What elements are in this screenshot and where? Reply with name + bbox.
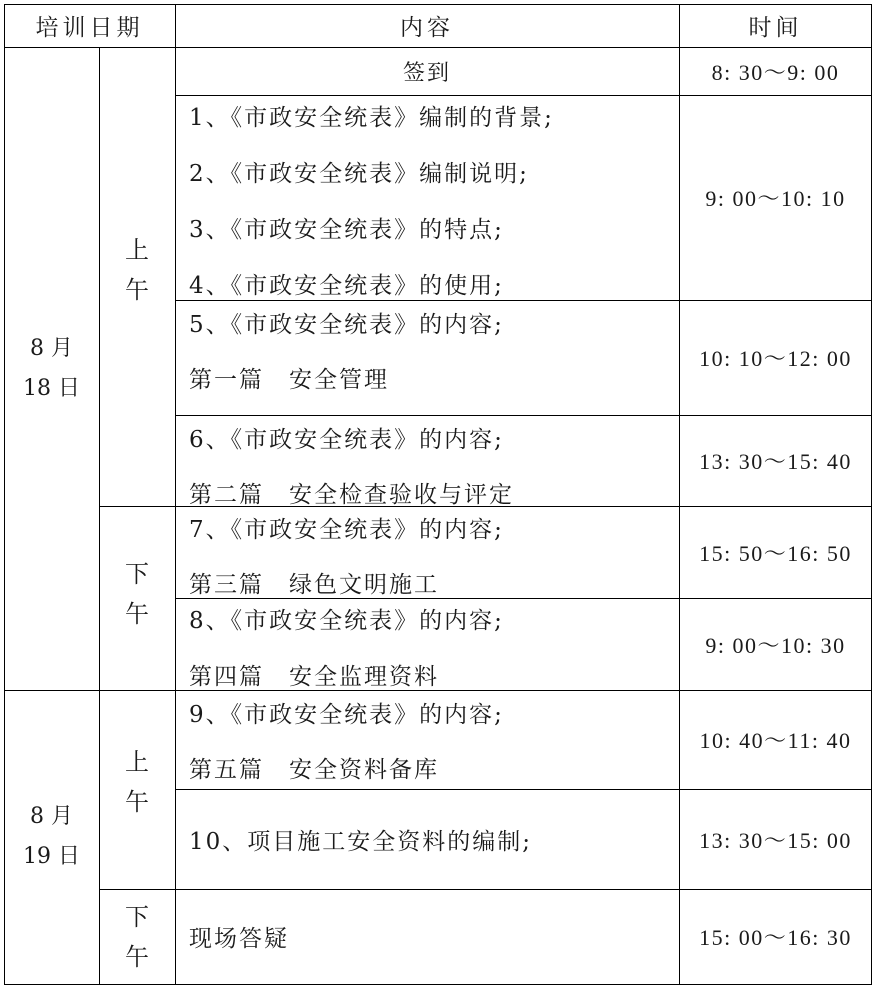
- period-label: 上: [125, 236, 149, 264]
- session-text: 8、《市政安全统表》的内容;: [189, 608, 504, 634]
- session-item-7: [175, 506, 679, 598]
- session-time: [679, 506, 872, 598]
- session-time: [679, 95, 872, 300]
- session-text: 2、《市政安全统表》编制说明;: [189, 161, 529, 187]
- session-text: 第五篇 安全资料备库: [189, 757, 439, 783]
- session-text: 6、《市政安全统表》的内容;: [189, 427, 504, 453]
- time-value: 9: 00～10: 30: [705, 632, 846, 658]
- header-time: [679, 4, 872, 47]
- session-qa: [175, 889, 679, 984]
- session-text: 第四篇 安全监理资料: [189, 664, 439, 690]
- session-text: 现场答疑: [189, 926, 289, 952]
- header-content: [175, 4, 679, 47]
- time-value: 10: 10～12: 00: [699, 346, 852, 371]
- time-value: 15: 00～16: 30: [699, 925, 852, 950]
- date-cell-aug-19: [4, 690, 99, 984]
- period-label: 午: [125, 276, 149, 304]
- session-text: 第二篇 安全检查验收与评定: [189, 482, 514, 508]
- session-sign-in: [175, 47, 679, 95]
- period-label: 午: [125, 942, 149, 971]
- session-text: 1、《市政安全统表》编制的背景;: [189, 105, 554, 131]
- period-label: 下: [125, 902, 149, 931]
- session-time: [679, 789, 872, 889]
- session-time: [679, 889, 872, 984]
- session-text: 7、《市政安全统表》的内容;: [189, 517, 504, 543]
- session-text: 3、《市政安全统表》的特点;: [189, 217, 504, 243]
- time-value: 8: 30～9: 00: [711, 59, 840, 85]
- period-label: 午: [125, 600, 149, 628]
- time-value: 9: 00～10: 10: [705, 186, 846, 211]
- session-text: 5、《市政安全统表》的内容;: [189, 312, 504, 338]
- session-items-1-4: [175, 95, 679, 300]
- header-time-label: 时间: [748, 15, 803, 41]
- session-text: 第三篇 绿色文明施工: [189, 572, 439, 598]
- time-value: 13: 30～15: 40: [699, 449, 852, 474]
- session-time: [679, 415, 872, 506]
- session-item-5: [175, 300, 679, 415]
- time-value: 13: 30～15: 00: [699, 827, 852, 853]
- period-afternoon: [99, 889, 175, 984]
- session-text: 9、《市政安全统表》的内容;: [189, 702, 504, 728]
- header-date: [4, 4, 175, 47]
- date-month: 8 月: [30, 804, 73, 829]
- period-morning: [99, 47, 175, 506]
- session-time: [679, 598, 872, 690]
- session-time: [679, 690, 872, 789]
- session-time: [679, 300, 872, 415]
- session-time: [679, 47, 872, 95]
- session-text: 4、《市政安全统表》的使用;: [189, 273, 504, 299]
- date-cell-aug-18: [4, 47, 99, 690]
- date-day: 18 日: [23, 375, 80, 401]
- date-month: 8 月: [30, 335, 73, 361]
- session-text: 签到: [402, 60, 451, 86]
- session-item-6: [175, 415, 679, 506]
- header-content-label: 内容: [400, 15, 454, 41]
- session-item-8: [175, 598, 679, 690]
- period-label: 上: [125, 748, 149, 776]
- time-value: 10: 40～11: 40: [699, 728, 852, 753]
- date-day: 19 日: [23, 844, 80, 869]
- period-label: 午: [125, 788, 149, 816]
- session-text: 10、项目施工安全资料的编制;: [189, 828, 533, 855]
- period-afternoon: [99, 506, 175, 690]
- period-label: 下: [125, 560, 149, 588]
- session-item-9: [175, 690, 679, 789]
- session-item-10: [175, 789, 679, 889]
- header-date-label: 培训日期: [35, 15, 144, 41]
- period-morning: [99, 690, 175, 889]
- time-value: 15: 50～16: 50: [699, 540, 852, 566]
- session-text: 第一篇 安全管理: [189, 367, 389, 393]
